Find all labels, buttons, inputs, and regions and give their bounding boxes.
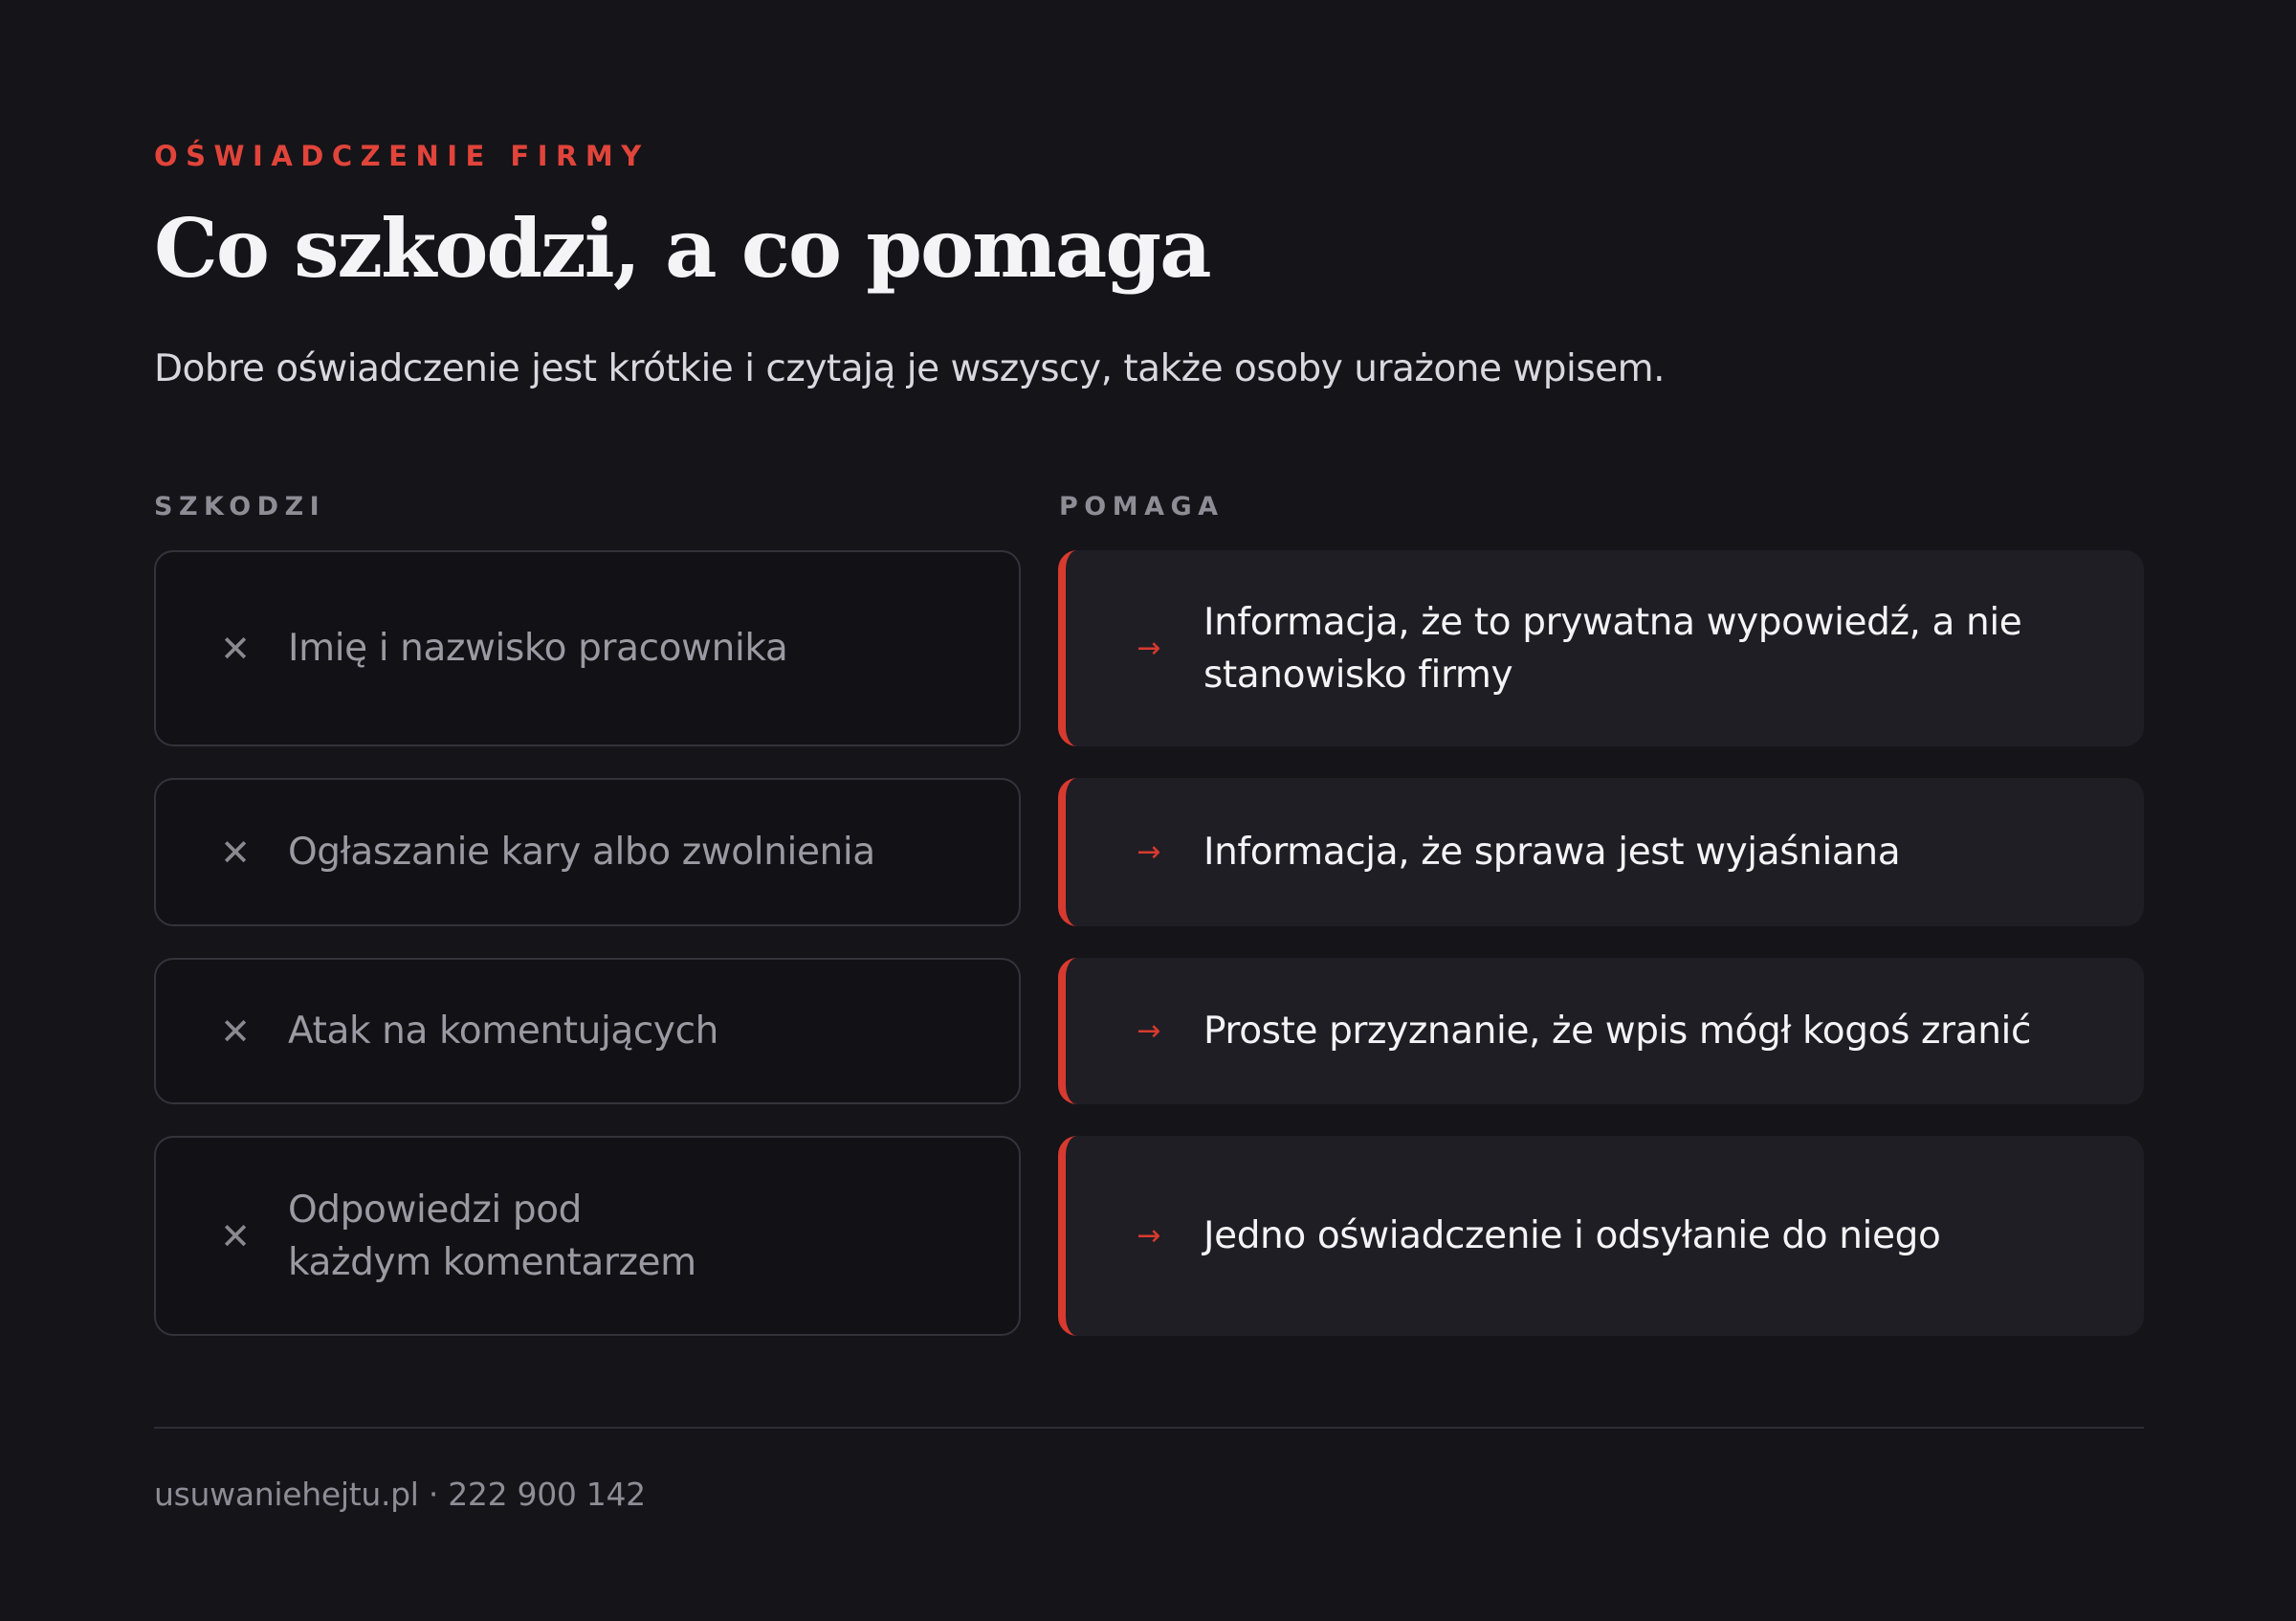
help-card xyxy=(1058,1136,2144,1336)
x-icon: ✕ xyxy=(220,831,251,874)
arrow-right-icon: → xyxy=(1137,834,1161,869)
help-card xyxy=(1058,550,2144,746)
help-item-text: Proste przyznanie, że wpis mógł kogoś zranić xyxy=(1203,1010,2031,1053)
comparison-row xyxy=(154,778,2144,926)
arrow-right-icon: → xyxy=(1137,1013,1161,1048)
comparison-row xyxy=(154,1136,2144,1336)
column-label-harm: SZKODZI xyxy=(154,492,326,522)
harm-card xyxy=(154,1136,1021,1336)
help-card xyxy=(1058,778,2144,926)
x-icon: ✕ xyxy=(220,1010,251,1053)
column-label-help: POMAGA xyxy=(1059,492,1225,522)
harm-card xyxy=(154,778,1021,926)
comparison-row xyxy=(154,958,2144,1104)
harm-item-text: Odpowiedzi pod każdym komentarzem xyxy=(288,1188,696,1284)
page-title: Co szkodzi, a co pomaga xyxy=(154,201,1210,296)
harm-item-text: Ogłaszanie kary albo zwolnienia xyxy=(288,831,875,874)
harm-card xyxy=(154,958,1021,1104)
help-item-text: Jedno oświadczenie i odsyłanie do niego xyxy=(1203,1214,1941,1257)
page xyxy=(154,0,2144,1621)
eyebrow-label: OŚWIADCZENIE FIRMY xyxy=(154,140,650,172)
arrow-right-icon: → xyxy=(1137,631,1161,665)
harm-item-text: Atak na komentujących xyxy=(288,1010,718,1053)
help-item-text: Informacja, że to prywatna wypowiedź, a nie stanowisko firmy xyxy=(1203,600,2022,697)
harm-item-text: Imię i nazwisko pracownika xyxy=(288,627,788,670)
help-card xyxy=(1058,958,2144,1104)
x-icon: ✕ xyxy=(220,627,251,670)
comparison-row xyxy=(154,550,2144,746)
page-subtitle: Dobre oświadczenie jest krótkie i czytają je wszyscy, także osoby urażone wpisem. xyxy=(154,347,1666,390)
footer-divider xyxy=(154,1427,2144,1429)
x-icon: ✕ xyxy=(220,1214,251,1257)
arrow-right-icon: → xyxy=(1137,1218,1161,1253)
harm-card xyxy=(154,550,1021,746)
footer-contact: usuwaniehejtu.pl · 222 900 142 xyxy=(154,1476,646,1513)
help-item-text: Informacja, że sprawa jest wyjaśniana xyxy=(1203,831,1901,874)
